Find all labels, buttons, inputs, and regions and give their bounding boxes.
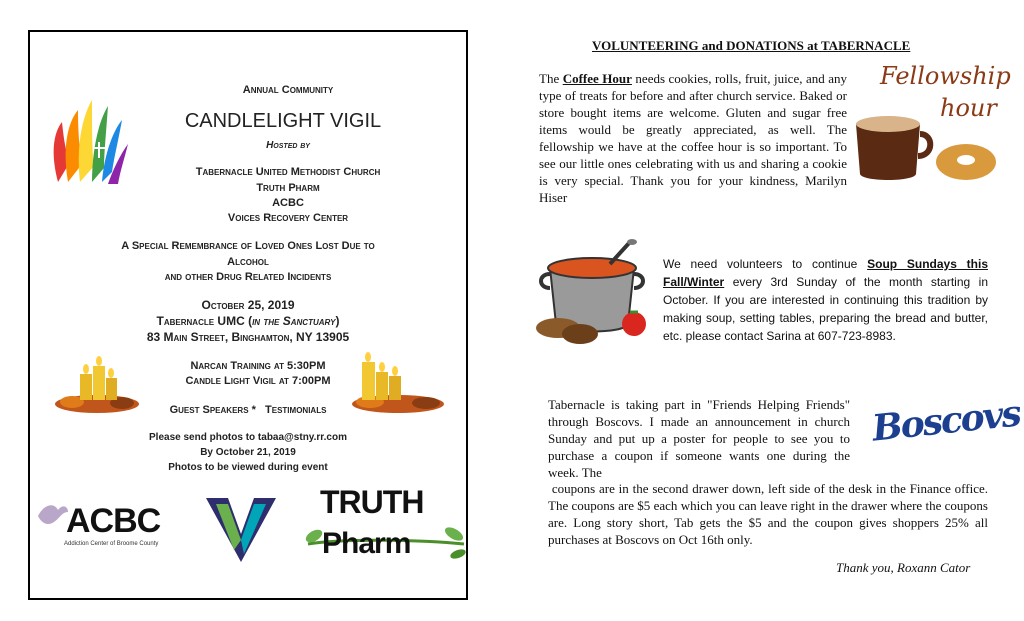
dove-icon — [36, 500, 70, 530]
coffee-hour-paragraph — [539, 70, 847, 206]
boscovs-paragraph: Tabernacle is taking part in "Friends Helping Friends" through Boscovs. I made an announcement in church Sunday and put up a poster for people to see you to purchase a coupon if someone wants one during the week. The — [548, 397, 850, 480]
coffee-hour-link: Coffee Hour — [562, 71, 632, 86]
flyer-remembrance-2: Alcohol — [227, 256, 269, 268]
soup-sundays-link: Soup Sundays this Fall/Winter — [663, 257, 989, 289]
flyer-hosted-by: Hosted by — [266, 140, 310, 151]
venue-suffix: ) — [335, 314, 340, 328]
venue-prefix: Tabernacle UMC ( — [156, 314, 253, 328]
acbc-logo: ACBC — [66, 502, 161, 540]
flyer-vigil-time: Candle Light Vigil at 7:00PM — [185, 375, 331, 387]
flyer-photos-2: By October 21, 2019 — [200, 447, 296, 458]
soup-pot-icon — [530, 238, 654, 348]
flyer-speakers: Guest Speakers * Testimonials — [169, 404, 327, 416]
pharm-logo: Pharm — [322, 527, 411, 560]
fellowship-logo-text-2: hour — [940, 94, 997, 122]
thanks-signature: Thank you, Roxann Cator — [836, 560, 971, 575]
flyer-photos-1: Please send photos to tabaa@stny.rr.com — [149, 432, 347, 443]
boscovs-paragraph-continued: coupons are in the second drawer down, left side of the desk in the Finance office. The coupons are $5 each which you can leave right in the drawer where the coupons are. Long story short, Tab gets the $5 and the coupon gives shoppers 25% all purchases at Boscovs on Oct 16th only. — [548, 481, 992, 547]
flyer-line1: Annual Community — [242, 84, 334, 96]
soup-pre: We need volunteers to continue — [663, 257, 868, 271]
flyer-host-2: Truth Pharm — [256, 182, 320, 194]
flyer-remembrance-1: A Special Remembrance of Loved Ones Lost Due to — [121, 240, 375, 252]
voices-v-logo-icon — [206, 494, 276, 564]
acbc-logo-sub: Addiction Center of Broome County — [64, 541, 159, 547]
soup-sundays-paragraph — [663, 255, 988, 345]
fellowship-logo-text-1: Fellowship — [880, 62, 1011, 90]
flyer-title: CANDLELIGHT VIGIL — [184, 110, 382, 132]
coffee-text: needs cookies, rolls, fruit, juice, and any type of treats for before and after church service. Baked or store bought items are welcome. Gluten and sugar free items would be greatly appreciated, as well. The fellowship we have at the coffee hour is so important. To see our little ones celebrating with us and sharing a cookie is very special. Thank you for your kindness, Marilyn Hiser — [539, 71, 848, 205]
flyer-photos-3: Photos to be viewed during event — [168, 462, 328, 473]
flyer-narcan: Narcan Training at 5:30PM — [190, 360, 326, 372]
fellowship-hour-image — [850, 62, 1011, 186]
boscovs-logo: Boscovs — [870, 392, 1022, 450]
flyer-venue — [30, 314, 466, 328]
coffee-cup-donut-icon — [850, 110, 1000, 186]
venue-italic: in the Sanctuary — [252, 314, 336, 328]
flyer-host-3: ACBC — [272, 197, 304, 209]
flyer-host-4: Voices Recovery Center — [227, 212, 349, 224]
flyer-remembrance-3: and other Drug Related Incidents — [164, 271, 332, 283]
flyer-address: 83 Main Street, Binghamton, NY 13905 — [146, 330, 350, 344]
truth-logo: TRUTH — [320, 484, 424, 520]
flyer-date: October 25, 2019 — [201, 298, 295, 312]
flyer-host-1: Tabernacle United Methodist Church — [195, 166, 381, 178]
article-heading: VOLUNTEERING and DONATIONS at TABERNACLE — [592, 38, 911, 53]
coffee-pre: The — [539, 71, 563, 86]
vigil-flyer — [28, 30, 468, 600]
soup-text: every 3rd Sunday of the month starting in October. If you are interested in continuing this tradition by making soup, setting tables, preparing the bread and butter, etc. please contact Sarina at 607-723-8983. — [663, 275, 988, 343]
